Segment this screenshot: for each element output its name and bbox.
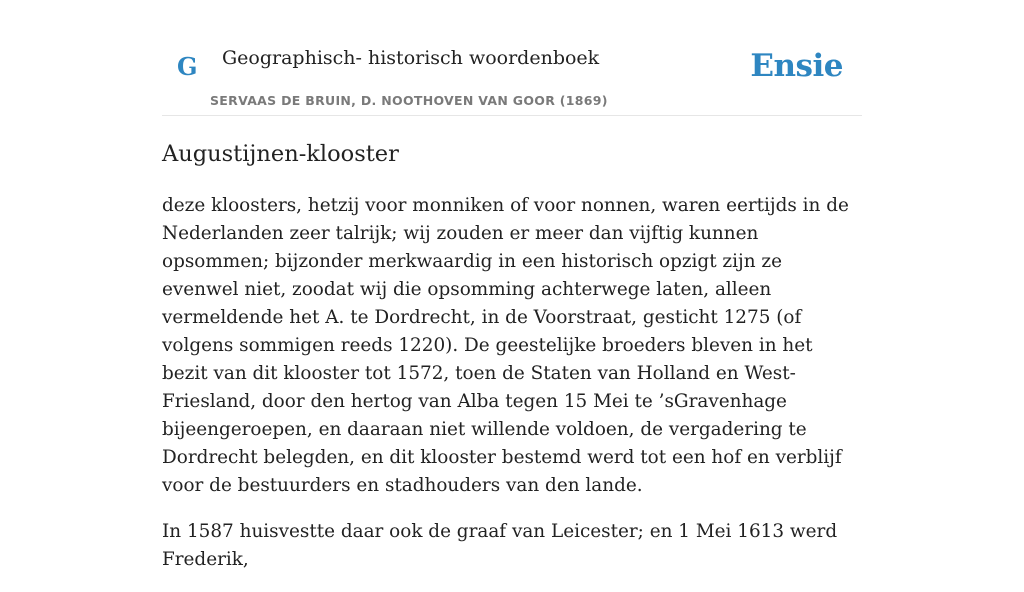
content-container bbox=[162, 0, 862, 570]
book-title-link[interactable]: Geographisch- historisch woordenboek bbox=[222, 47, 600, 69]
entry-body bbox=[162, 192, 862, 592]
ensie-logo-link[interactable]: Ensie bbox=[750, 48, 843, 84]
book-authors: SERVAAS DE BRUIN, D. NOOTHOVEN VAN GOOR (1869) bbox=[210, 93, 608, 108]
book-logo-icon[interactable]: G bbox=[177, 52, 198, 81]
entry-paragraph: deze kloosters, hetzij voor monniken of voor nonnen, waren eertijds in de Nederlanden zeer talrijk; wij zouden er meer dan vijftig kunnen opsommen; bijzonder merkwaardig in een historisch opzigt zijn ze evenwel niet, zoodat wij die opsomming achterwege laten, alleen vermeldende het A. te Dordrecht, in de Voorstraat, gesticht 1275 (of volgens sommigen reeds 1220). De geestelijke broeders bleven in het bezit van dit klooster tot 1572, toen de Staten van Holland en West-Friesland, door den hertog van Alba tegen 15 Mei te ’sGravenhage bijeengeroepen, en daaraan niet willende voldoen, de vergadering te Dordrecht belegden, en dit klooster bestemd werd tot een hof en verblijf voor de bestuurders en stadhouders van den lande. bbox=[162, 195, 849, 496]
site-header bbox=[162, 0, 862, 116]
entry-title: Augustijnen-klooster bbox=[162, 141, 399, 167]
entry-paragraph: In 1587 huisvestte daar ook de graaf van Leicester; en 1 Mei 1613 werd Frederik, bbox=[162, 521, 838, 570]
